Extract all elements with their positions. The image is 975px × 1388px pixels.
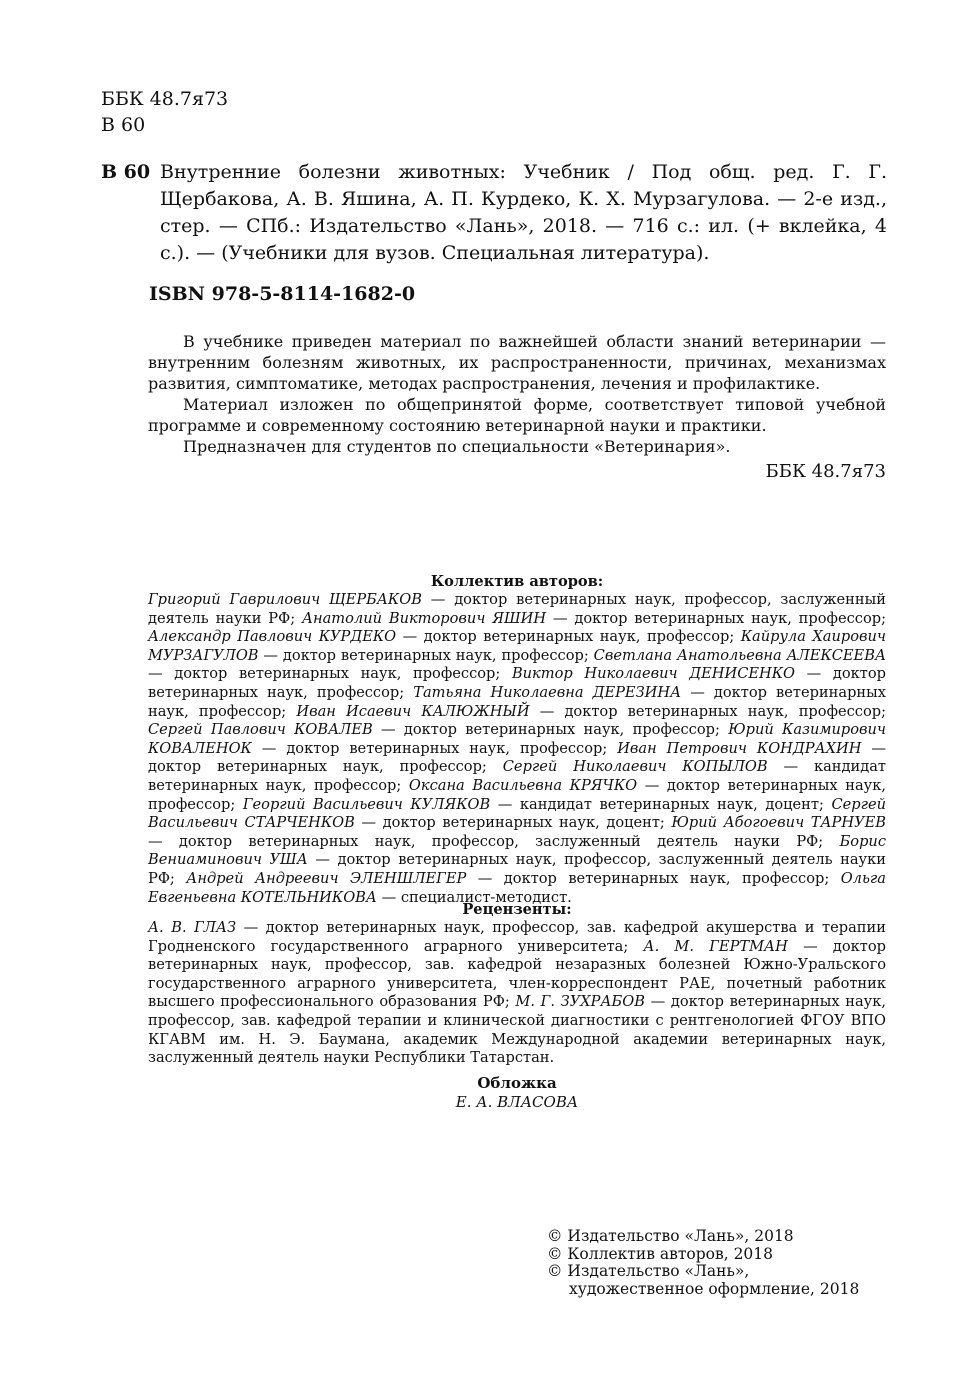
- abstract-paragraph: В учебнике приведен материал по важнейшей области знаний ветеринарии — внутренним болезням животных, их распространенности, причинах, механизмах развития, симптоматике, методах распространения, лечения и профилактике.: [148, 332, 886, 393]
- author-name: Сергей Павлович КОВАЛЕВ: [148, 721, 373, 739]
- author-name-description: — доктор ветеринарных наук, профессор;: [148, 683, 886, 720]
- author-name-description: — доктор ветеринарных наук, профессор;: [251, 739, 618, 757]
- cover-heading: Обложка: [477, 1074, 557, 1092]
- author-name: Виктор Николаевич ДЕНИСЕНКО: [511, 665, 796, 683]
- entry-code: В 60: [101, 161, 151, 183]
- reviewer-name: М. Г. ЗУХРАБОВ: [515, 993, 645, 1011]
- author-name-description: — доктор ветеринарных наук, профессор;: [258, 646, 594, 664]
- author-name-description: — доктор ветеринарных наук, профессор;: [148, 665, 886, 701]
- reviewers-heading: Рецензенты:: [462, 901, 572, 918]
- author-name: Иван Петрович КОНДРАХИН: [617, 739, 862, 757]
- bbk-header: [101, 86, 228, 138]
- author-name: Иван Исаевич КАЛЮЖНЫЙ: [296, 702, 530, 720]
- author-name-description: — доктор ветеринарных наук, профессор;: [529, 702, 887, 720]
- entry-text: Внутренние болезни животных: Учебник / Под общ. ред. Г. Г. Щербакова, А. В. Яшина, А. П. Курдеко, К. Х. Мурзагулова. — 2-е изд., стер. — СПб.: Издательство «Лань», 2018. — 716 с.: ил. (+ вклейка, 4 с.). — (Учебники для вузов. Специальная литература).: [160, 161, 887, 264]
- author-name-description: — доктор ветеринарных наук, профессор;: [148, 665, 512, 683]
- author-name-description: — специалист-методист.: [376, 888, 572, 906]
- author-name: Юрий Абогоевич ТАРНУЕВ: [671, 814, 887, 832]
- reviewer-name-description: — доктор ветеринарных наук, профессор, зав. кафедрой акушерства и терапии Гродненского государственного аграрного университета;: [148, 919, 886, 955]
- cover-designer: Е. А. ВЛАСОВА: [455, 1093, 579, 1111]
- reviewer-name: А. В. ГЛАЗ: [148, 919, 237, 936]
- reviewer-name-description: — доктор ветеринарных наук, профессор, зав. кафедрой незаразных болезней Южно-Уральского государственного аграрного университета, член-корреспондент РАЕ, почетный работник высшего профессионального образования РФ;: [148, 937, 886, 1011]
- author-name: Георгий Васильевич КУЛЯКОВ: [242, 795, 491, 813]
- reviewer-name: А. М. ГЕРТМАН: [643, 937, 788, 955]
- author-name: Ольга Евгеньевна КОТЕЛЬНИКОВА: [148, 869, 886, 906]
- author-name: Оксана Васильевна КРЯЧКО: [408, 776, 638, 794]
- author-name-description: — доктор ветеринарных наук, профессор;: [372, 721, 729, 739]
- author-mark: В 60: [101, 114, 146, 136]
- author-name: Светлана Анатольевна АЛЕКСЕЕВА: [593, 646, 886, 664]
- reviewers-list: [148, 919, 886, 1068]
- author-name-description: — доктор ветеринарных наук, доцент;: [354, 814, 672, 832]
- author-name: Сергей Николаевич КОПЫЛОВ: [502, 758, 768, 776]
- author-name-description: — доктор ветеринарных наук, профессор;: [466, 869, 841, 887]
- author-name-description: — доктор ветеринарных наук, профессор, заслуженный деятель науки РФ;: [148, 851, 886, 887]
- author-name: Андрей Андреевич ЭЛЕНШЛЕГЕР: [186, 869, 467, 887]
- bibliographic-entry: [101, 159, 887, 267]
- author-name-description: — доктор ветеринарных наук, профессор;: [396, 628, 741, 646]
- reviewer-name-description: — доктор ветеринарных наук, профессор, зав. кафедрой терапии и клинической диагностики с рентгенологией ФГОУ ВПО КГАВМ им. Н. Э. Баумана, академик Международной академии ветеринарных наук, заслуженный деятель науки Республики Татарстан.: [148, 993, 886, 1067]
- authors-heading: Коллектив авторов:: [430, 573, 604, 590]
- author-name: Анатолий Викторович ЯШИН: [301, 609, 547, 627]
- author-name-description: — доктор ветеринарных наук, профессор;: [148, 776, 886, 813]
- author-name-description: — доктор ветеринарных наук, профессор;: [546, 609, 886, 627]
- author-name: Григорий Гаврилович ЩЕРБАКОВ: [148, 591, 422, 608]
- author-name: Юрий Казимирович КОВАЛЕНОК: [148, 721, 886, 757]
- author-name: Татьяна Николаевна ДЕРЕЗИНА: [413, 683, 682, 701]
- bbk-index: ББК 48.7я73: [101, 88, 229, 110]
- author-name: Кайрула Хаирович МУРЗАГУЛОВ: [148, 628, 886, 664]
- bbk-index-right: ББК 48.7я73: [765, 461, 886, 482]
- author-name-description: — кандидат ветеринарных наук, доцент;: [490, 795, 832, 813]
- abstract-paragraph: Предназначен для студентов по специальности «Ветеринария».: [183, 437, 731, 456]
- authors-list: [148, 591, 886, 907]
- copyright-block: [547, 1228, 859, 1298]
- author-name-description: — доктор ветеринарных наук, профессор;: [148, 739, 886, 776]
- author-name-description: — доктор ветеринарных наук, профессор, заслуженный деятель науки РФ;: [148, 591, 886, 627]
- isbn: ISBN 978-5-8114-1682-0: [149, 283, 416, 305]
- author-name-description: — кандидат ветеринарных наук, профессор;: [148, 758, 886, 794]
- copyright-line: © Издательство «Лань», 2018: [547, 1227, 794, 1245]
- reviewers-section: [148, 900, 886, 1068]
- abstract-paragraph: Материал изложен по общепринятой форме, соответствует типовой учебной программе и современному состоянию ветеринарной науки и практики.: [148, 395, 886, 435]
- author-name-description: — доктор ветеринарных наук, профессор, заслуженный деятель науки РФ;: [148, 832, 840, 850]
- author-name: Александр Павлович КУРДЕКО: [148, 628, 397, 646]
- author-name: Сергей Васильевич СТАРЧЕНКОВ: [148, 795, 886, 832]
- cover-section: [148, 1074, 886, 1112]
- copyright-line: © Коллектив авторов, 2018: [547, 1244, 774, 1263]
- abstract: [148, 331, 886, 482]
- author-name: Борис Вениаминович УША: [148, 832, 886, 869]
- copyright-line: © Издательство «Лань»,: [547, 1262, 750, 1280]
- authors-section: [148, 572, 886, 907]
- copyright-line: художественное оформление, 2018: [569, 1279, 860, 1298]
